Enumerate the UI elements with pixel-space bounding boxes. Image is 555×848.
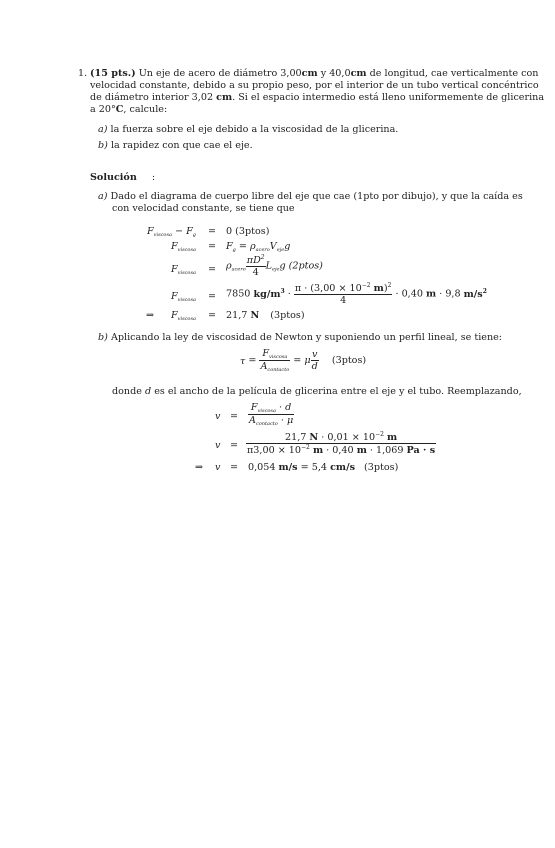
problem-number: 1. (78, 68, 88, 79)
problem-line-3: de diámetro interior 3,02 cm. Si el espacio intermedio está lleno uniformemente de glicerina (90, 92, 545, 103)
solution-heading: Solución : (90, 172, 156, 183)
problem-line-1: (15 pts.) Un eje de acero de diámetro 3,00cm y 40,0cm de longitud, cae verticalmente con (90, 68, 539, 79)
part-a-line-2: con velocidad constante, se tiene que (112, 203, 295, 214)
part-b-where-line: donde d es el ancho de la película de glicerina entre el eje y el tubo. Reemplazando, (112, 386, 522, 397)
problem-line-2: velocidad constante, debido a su propio peso, por el interior de un tubo vertical concéntrico (90, 80, 539, 91)
fraction-v-numeric: $\frac{21,7 N \cdot 0,01 \times 10^{-2} m}{\pi 3,00 \times 10^{-2} m \cdot 0,40 m \cdot 1,069 Pa \cdot s}$ (247, 431, 436, 456)
equation-tau: τ = $\frac{F_{viscosa}}{A_{contacto}}$ = μ $\frac{v}{d}$ (3ptos) (240, 348, 367, 373)
fraction-area: $\frac{\pi \cdot (3,00 \times 10^{-2} m)^2}{4}$ (294, 282, 392, 306)
fraction-v-general: $\frac{F_{viscosa} \cdot d}{A_{contacto} \cdot \mu}$ (249, 402, 294, 427)
problem-item-a: a) la fuerza sobre el eje debido a la viscosidad de la glicerina. (98, 124, 399, 135)
problem-line-4: a 20°C, calcule: (90, 104, 168, 115)
fraction-force-over-area: $\frac{F_{viscosa}}{A_{contacto}}$ (260, 348, 290, 373)
part-a-line-1: a) Dado el diagrama de cuerpo libre del eje que cae (1pto por dibujo), y que la caída es (98, 191, 523, 202)
equation-4: $F_{viscosa}$ = 7850 $kg/m^3$ · $\frac{\pi \cdot (3,00 \times 10^{-2} m)^2}{4}$ · 0,40 m · 9,8 $m/s^2$ (170, 282, 487, 306)
equation-v-1: v = $\frac{F_{viscosa} \cdot d}{A_{contacto} \cdot \mu}$ (215, 402, 294, 427)
problem-item-b: b) la rapidez con que cae el eje. (98, 140, 253, 151)
problem-points: (15 pts.) (90, 68, 136, 79)
document-page: 1. (15 pts.) Un eje de acero de diámetro 3,00cm y 40,0cm de longitud, cae verticalmente con velocidad constante, debido a su propio peso, por el interior de un tubo vertical concéntrico de diámetro interior 3,02 cm. Si el espacio intermedio está lleno uniformemente de glicerina a 20°C, calcule: a) la fuerza sobre el eje debido a la viscosidad de la glicerina. b) la rapidez con que cae el eje. Solución : a) Dado el diagrama de cuerpo libre del eje que cae (1pto por dibujo), y que la caída es con velocidad constante, se tiene que $F_{viscosa} - F_g$ = 0 (3ptos) $F_{viscosa}$ = $F_g = \rho_{acero}V_{eje}g$ $F_{viscosa}$ = $\rho_{acero}$ $\frac{\pi D^2}{4}$ $L_{eje}g$ (2ptos) $F_{viscosa}$ = 7850 $kg/m^3$ · $\frac{\pi \cdot (3,00 \times 10^{-2} m)^2}{4}$ · 0,40 m · 9,8 $m/s^2$ ⇒ $F_{viscosa}$ = 21,7 N (3ptos) b) Aplicando la ley de viscosidad de Newton y suponiendo un perfil lineal, se tiene: τ = $\frac{F_{viscosa}}{A_{contacto}}$ = μ $\frac{v}{d}$ (3ptos) donde d es el ancho de la película de glicerina entre el eje y el tubo. Reemplazando, v = $\frac{F_{viscosa} \cdot d}{A_{contacto} \cdot \mu}$ v = $\frac{21,7 N \cdot 0,01 \times 10^{-2} m}{\pi 3,00 \times 10^{-2} m \cdot 0,40 m \cdot 1,069 Pa \cdot s}$ ⇒ v = 0,054 m/s = 5,4 cm/s (3ptos) (0, 0, 555, 848)
fraction-pi-d2-over-4: $\frac{\pi D^2}{4}$ (246, 254, 265, 278)
part-b-line-1: b) Aplicando la ley de viscosidad de Newton y suponiendo un perfil lineal, se tiene: (98, 332, 503, 343)
equation-v-2: v = $\frac{21,7 N \cdot 0,01 \times 10^{-2} m}{\pi 3,00 \times 10^{-2} m \cdot 0,40 m \cdot 1,069 Pa \cdot s}$ (215, 431, 436, 456)
equation-3: $F_{viscosa}$ = $\rho_{acero}$ $\frac{\pi D^2}{4}$ $L_{eje}g$ (2ptos) (170, 254, 323, 278)
fraction-v-over-d: $\frac{v}{d}$ (311, 349, 318, 372)
